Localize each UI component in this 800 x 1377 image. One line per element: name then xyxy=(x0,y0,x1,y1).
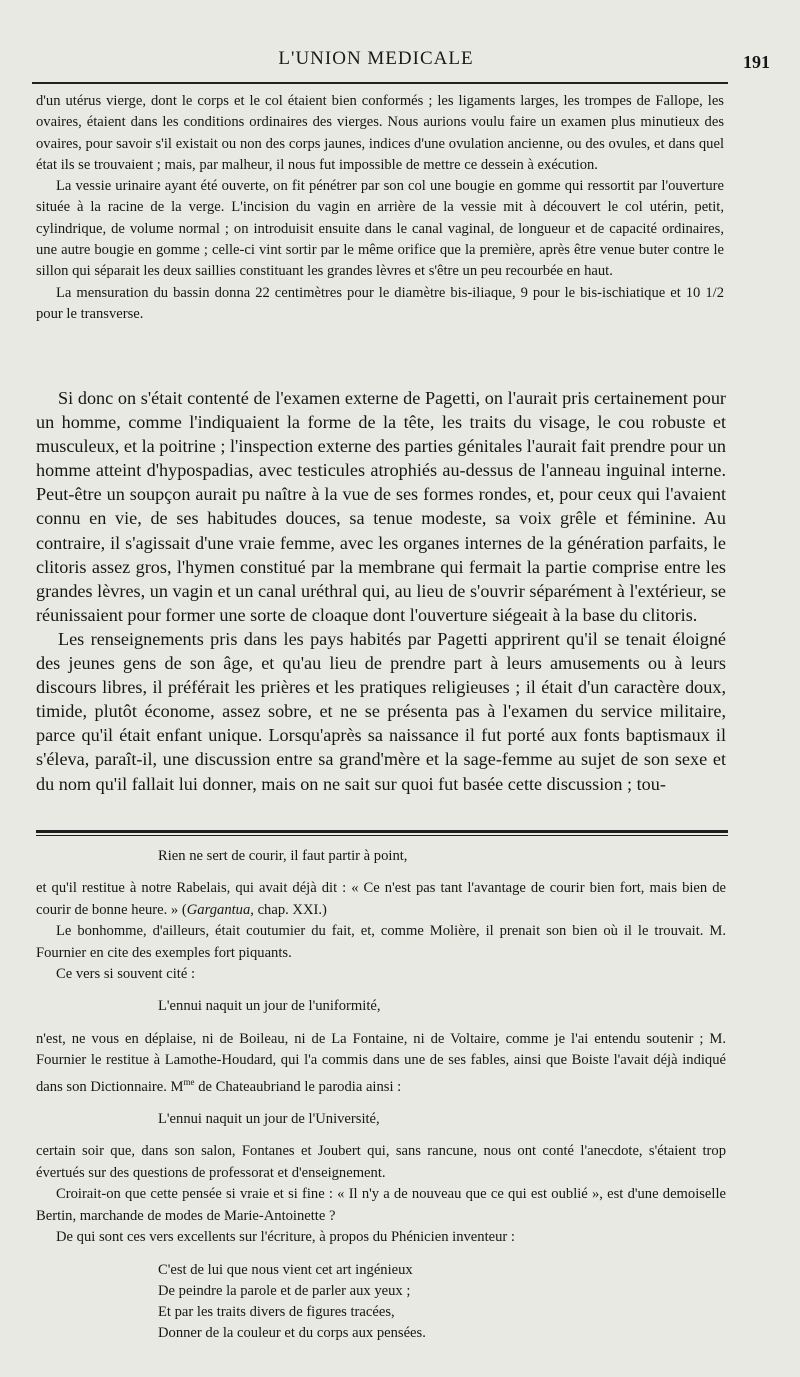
paragraph: Si donc on s'était contenté de l'examen externe de Pagetti, on l'aurait pris certainement pour un homme, comme l'indiquaient la forme de la tête, les traits du visage, le cou robuste et musculeux, et la poitrine ; l'inspection externe des parties génitales l'aurait fait prendre pour un homme atteint d'hypospadias, avec testicules atrophiés au-dessus de l'anneau inguinal interne. Peut-être un soupçon aurait pu naître à la vue de ses formes rondes, et, pour ceux qui l'avaient connu en vie, de ses habitudes douces, sa tenue modeste, sa voix grêle et féminine. Au contraire, il s'agissait d'une vraie femme, avec les organes internes de la génération parfaits, le clitoris assez gros, l'hymen constitué par la membrane qui fermait la partie comprise entre les grandes lèvres, un vagin et un canal uréthral qui, au lieu de s'ouvrir séparément à l'extérieur, se réunissaient pour former une sorte de cloaque dont l'ouverture siégeait à la base du clitoris. xyxy=(36,388,726,625)
text-run: n'est, ne vous en déplaise, ni de Boileau, ni de La Fontaine, ni de Voltaire, comme je l'ai entendu soutenir ; M. Fournier le restitue à Lamothe-Houdard, qui l'a commis dans une de ses fables, ainsi que Boiste l'avait déjà indiqué dans son Dictionnaire. M xyxy=(36,1030,726,1095)
paragraph: Le bonhomme, d'ailleurs, était coutumier du fait, et, comme Molière, il prenait son bien où il le trouvait. M. Fournier en cite des exemples fort piquants. xyxy=(36,923,726,961)
paragraph: certain soir que, dans son salon, Fontanes et Joubert qui, sans rancune, nous ont conté l'anecdote, s'étaient trop évertués sur des questions de professorat et d'enseignement. xyxy=(36,1143,726,1181)
book-title: Gargantua, xyxy=(186,901,254,918)
feuilleton-section xyxy=(36,846,726,1344)
text-run: et qu'il restitue à notre Rabelais, qui avait déjà dit : « Ce n'est pas tant l'avantage de courir bien fort, mais bien de courir de bonne heure. » ( xyxy=(36,880,726,918)
quoted-verse: L'ennui naquit un jour de l'Université, xyxy=(158,1110,380,1127)
quoted-verse: L'ennui naquit un jour de l'uniformité, xyxy=(158,998,381,1015)
feuilleton-separator xyxy=(36,830,728,833)
paragraph xyxy=(36,1029,726,1098)
main-article-text xyxy=(36,386,726,796)
paragraph: Croirait-on que cette pensée si vraie et si fine : « Il n'y a de nouveau que ce qui est oublié », est d'une demoiselle Bertin, marchande de modes de Marie-Antoinette ? xyxy=(36,1186,726,1224)
paragraph xyxy=(36,878,726,921)
case-report-continuation xyxy=(36,91,724,325)
paragraph: Ce vers si souvent cité : xyxy=(56,966,196,983)
header-rule xyxy=(32,82,728,84)
poem-line: Donner de la couleur et du corps aux pensées. xyxy=(158,1325,426,1342)
paragraph: Les renseignements pris dans les pays habités par Pagetti apprirent qu'il se tenait éloigné des jeunes gens de son âge, et qu'au lieu de prendre part à leurs amusements ou à leurs discours libres, il préférait les prières et les pratiques religieuses ; il était d'un caractère doux, timide, plutôt économe, assez sobre, et ne se présenta pas à l'examen du service militaire, parce qu'il était enfant unique. Lorsqu'après sa naissance il fut porté aux fonts baptismaux il s'éleva, paraît-il, une discussion entre sa grand'mère et la sage-femme au sujet de son sexe et du nom qu'il fallait lui donner, mais on ne sait sur quoi fut basée cette discussion ; tou- xyxy=(36,628,726,794)
superscript: me xyxy=(183,1076,195,1087)
quoted-poem xyxy=(36,1260,726,1344)
text-run: chap. XXI.) xyxy=(253,901,327,918)
page-number: 191 xyxy=(743,52,770,72)
poem-line: C'est de lui que nous vient cet art ingénieux xyxy=(158,1262,413,1279)
text-run: de Chateaubriand le parodia ainsi : xyxy=(194,1078,402,1095)
paragraph: De qui sont ces vers excellents sur l'écriture, à propos du Phénicien inventeur : xyxy=(56,1228,515,1245)
paragraph: La vessie urinaire ayant été ouverte, on fit pénétrer par son col une bougie en gomme qui ressortit par l'ouverture située à la racine de la verge. L'incision du vagin en arrière de la vessie mit à découvert le col utérin, petit, cylindrique, de volume normal ; on introduisit ensuite dans le canal vaginal, de longueur et de capacité ordinaires, une autre bougie en gomme ; celle-ci vint sortir par le même orifice que la première, après être venue buter contre le sillon qui séparait les deux saillies constituant les grandes lèvres et s'être un peu recourbée en haut. xyxy=(36,178,724,280)
page-header xyxy=(30,44,770,84)
poem-line: Et par les traits divers de figures tracées, xyxy=(158,1304,395,1321)
poem-line: De peindre la parole et de parler aux yeux ; xyxy=(158,1283,411,1300)
quoted-verse: Rien ne sert de courir, il faut partir à point, xyxy=(158,848,408,864)
paragraph: d'un utérus vierge, dont le corps et le col étaient bien conformés ; les ligaments larges, les trompes de Fallope, les ovaires, étaient dans les conditions ordinaires des vierges. Nous aurions voulu faire un examen plus minutieux des ovaires, pour savoir s'il existait ou non des corps jaunes, indices d'une ovulation ancienne, ou des ovules, et dans quel état ils se trouvaient ; mais, par malheur, il nous fut impossible de mettre ce dessein à exécution. xyxy=(36,93,724,173)
running-title: L'UNION MEDICALE xyxy=(278,48,474,69)
feuilleton-separator-thin xyxy=(36,835,728,836)
paragraph: La mensuration du bassin donna 22 centimètres pour le diamètre bis-iliaque, 9 pour le bis-ischiatique et 10 1/2 pour le transverse. xyxy=(36,284,724,322)
